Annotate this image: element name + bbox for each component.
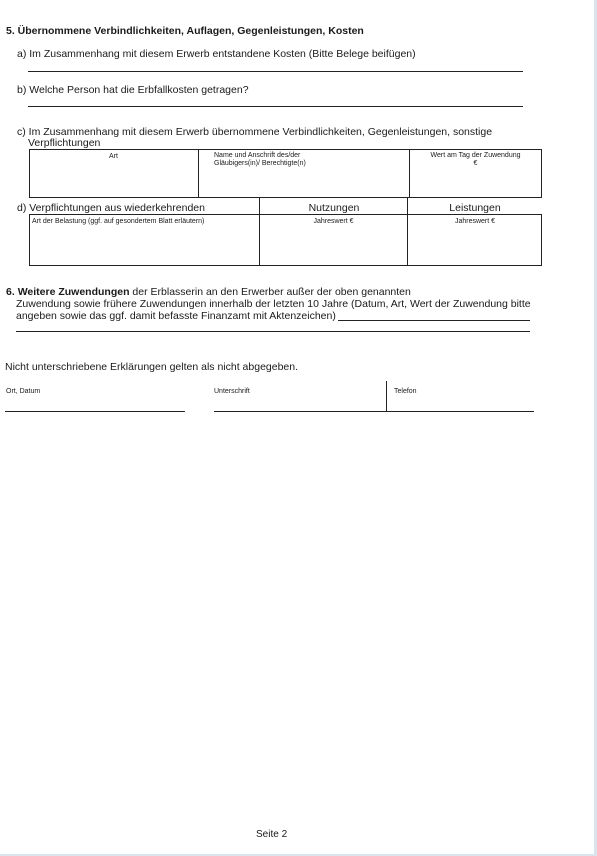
answer-line-5a[interactable] (28, 71, 523, 72)
question-5a: a) Im Zusammenhang mit diesem Erwerb entstandene Kosten (Bitte Belege beifügen) (17, 48, 416, 60)
column-header-art: Art (109, 153, 118, 160)
section-6-line2: Zuwendung sowie frühere Zuwendungen innerhalb der letzten 10 Jahre (Datum, Art, Wert der Zuwendung bitte (16, 298, 531, 310)
section-6-heading: Weitere Zuwendungen (17, 286, 130, 298)
column-header-name-line1: Name und Anschrift des/der (214, 152, 301, 159)
answer-line-5b[interactable] (28, 106, 523, 107)
column-header-name-line2: Gläubigers(in)/ Berechtigte(n) (214, 160, 306, 167)
section-6-line1 (6, 286, 411, 298)
label-unterschrift: Unterschrift (214, 388, 250, 395)
section-5-heading: 5. Übernommene Verbindlichkeiten, Auflagen, Gegenleistungen, Kosten (6, 25, 364, 37)
label-telefon: Telefon (394, 388, 417, 395)
input-cell-name[interactable] (199, 169, 408, 197)
field-line-signature[interactable] (214, 411, 534, 412)
column-subheader-jahreswert-2: Jahreswert € (454, 218, 496, 225)
signature-divider (386, 381, 387, 411)
field-line-ort-datum[interactable] (5, 411, 185, 412)
input-cell-belastung[interactable] (30, 228, 258, 265)
section-6-line3: angeben sowie das ggf. damit befasste Finanzamt mit Aktenzeichen) (16, 310, 336, 322)
section-6-number: 6. (6, 286, 15, 298)
column-header-nutzungen: Nutzungen (308, 202, 360, 214)
column-subheader-art: Art der Belastung (ggf. auf gesondertem Blatt erläutern) (32, 218, 205, 225)
label-ort-datum: Ort, Datum (6, 388, 41, 395)
answer-line-6a[interactable] (338, 320, 530, 321)
input-cell-art[interactable] (30, 169, 197, 197)
input-cell-nutzungen[interactable] (260, 228, 406, 265)
question-5c: c) Im Zusammenhang mit diesem Erwerb übernommene Verbindlichkeiten, Gegenleistungen, sonstige (17, 126, 493, 138)
question-5b: b) Welche Person hat die Erbfallkosten getragen? (17, 84, 249, 96)
input-cell-value[interactable] (410, 169, 541, 197)
column-header-value-line2: € (473, 160, 478, 167)
column-header-leistungen: Leistungen (449, 202, 501, 214)
question-5d: d) Verpflichtungen aus wiederkehrenden (17, 202, 205, 214)
signature-notice: Nicht unterschriebene Erklärungen gelten als nicht abgegeben. (5, 361, 299, 373)
input-cell-leistungen[interactable] (408, 228, 541, 265)
question-5c-cont: Verpflichtungen (28, 137, 101, 149)
page-number: Seite 2 (256, 829, 288, 840)
column-subheader-jahreswert-1: Jahreswert € (313, 218, 354, 225)
section-6-text: der Erblasserin an den Erwerber außer der oben genannten (129, 286, 411, 298)
answer-line-6b[interactable] (16, 331, 530, 332)
column-header-value-line1: Wert am Tag der Zuwendung (430, 152, 521, 159)
